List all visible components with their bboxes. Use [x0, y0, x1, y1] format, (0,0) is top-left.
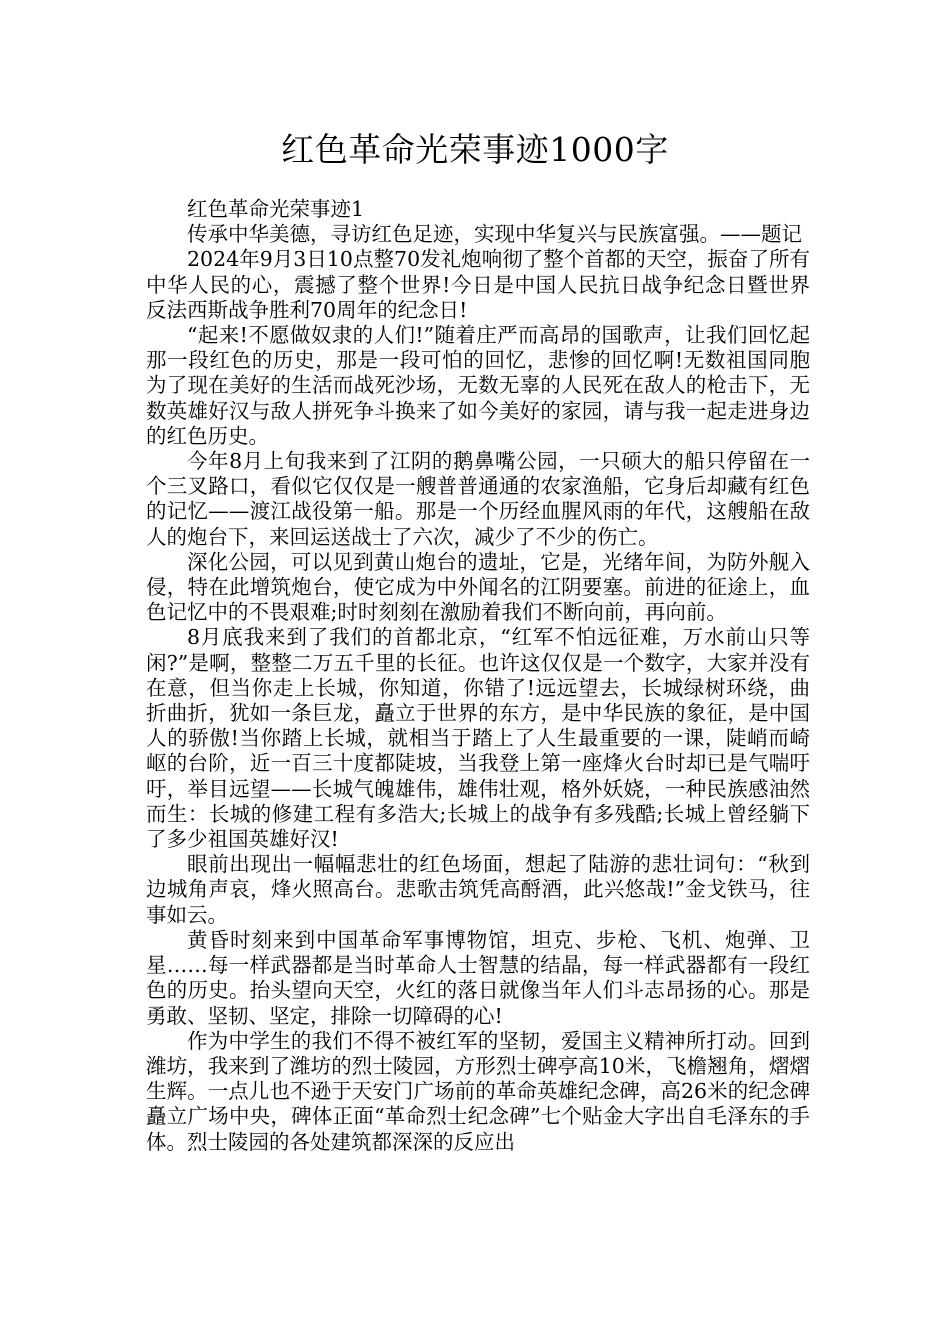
body-paragraph: 今年8月上旬我来到了江阴的鹅鼻嘴公园，一只硕大的船只停留在一个三叉路口，看似它仅仅是一艘普普通通的农家渔船，它身后却藏有红色的记忆——渡江战役第一船。那是一个历经血腥风雨的年代，这艘船在敌人的炮台下，来回运送战士了六次，减少了不少的伤亡。: [146, 449, 810, 549]
document-body: [146, 197, 810, 1155]
body-paragraph: 作为中学生的我们不得不被红军的坚韧，爱国主义精神所打动。回到潍坊，我来到了潍坊的烈士陵园，方形烈士碑亭高10米，飞檐翘角，熠熠生辉。一点儿也不逊于天安门广场前的革命英雄纪念碑，高26米的纪念碑矗立广场中央，碑体正面“革命烈士纪念碑”七个贴金大字出自毛泽东的手体。烈士陵园的各处建筑都深深的反应出: [146, 1028, 810, 1154]
body-paragraph: 黄昏时刻来到中国革命军事博物馆，坦克、步枪、飞机、炮弹、卫星……每一样武器都是当时革命人士智慧的结晶，每一样武器都有一段红色的历史。抬头望向天空，火红的落日就像当年人们斗志昂扬的心。那是勇敢、坚韧、坚定，排除一切障碍的心!: [146, 927, 810, 1028]
body-paragraph: 眼前出现出一幅幅悲壮的红色场面，想起了陆游的悲壮词句：“秋到边城角声哀，烽火照高台。悲歌击筑凭高酹酒，此兴悠哉!”金戈铁马，往事如云。: [146, 852, 810, 927]
body-paragraph: 2024年9月3日10点整70发礼炮响彻了整个首都的天空，振奋了所有中华人民的心，震撼了整个世界!今日是中国人民抗日战争纪念日暨世界反法西斯战争胜利70周年的纪念日!: [146, 247, 810, 322]
epigraph-paragraph: 传承中华美德，寻访红色足迹，实现中华复兴与民族富强。——题记: [187, 222, 802, 247]
body-paragraph: 深化公园，可以见到黄山炮台的遗址，它是，光绪年间，为防外舰入侵，特在此增筑炮台，使它成为中外闻名的江阴要塞。前进的征途上，血色记忆中的不畏艰难;时时刻刻在激励着我们不断向前，再向前。: [146, 549, 810, 625]
body-paragraph: 8月底我来到了我们的首都北京，“红军不怕远征难，万水前山只等闲?”是啊，整整二万五千里的长征。也许这仅仅是一个数字，大家并没有在意，但当你走上长城，你知道，你错了!远远望去，长城绿树环绕，曲折曲折，犹如一条巨龙，矗立于世界的东方，是中华民族的象征，是中国人的骄傲!当你踏上长城，就相当于踏上了人生最重要的一课，陡峭而崎岖的台阶，近一百三十度都陡坡，当我登上第一座烽火台时却已是气喘吁吁，举目远望——长城气魄雄伟，雄伟壮观，格外妖娆，一种民族感油然而生：长城的修建工程有多浩大;长城上的战争有多残酷;长城上曾经躺下了多少祖国英雄好汉!: [146, 625, 810, 852]
document-title: 红色革命光荣事迹1000字: [281, 130, 669, 169]
body-paragraph: “起来!不愿做奴隶的人们!”随着庄严而高昂的国歌声，让我们回忆起那一段红色的历史，那是一段可怕的回忆，悲惨的回忆啊!无数祖国同胞为了现在美好的生活而战死沙场，无数无辜的人民死在敌人的枪击下，无数英雄好汉与敌人拼死争斗换来了如今美好的家园，请与我一起走进身边的红色历史。: [146, 323, 810, 448]
subtitle-paragraph: 红色革命光荣事迹1: [187, 197, 365, 221]
